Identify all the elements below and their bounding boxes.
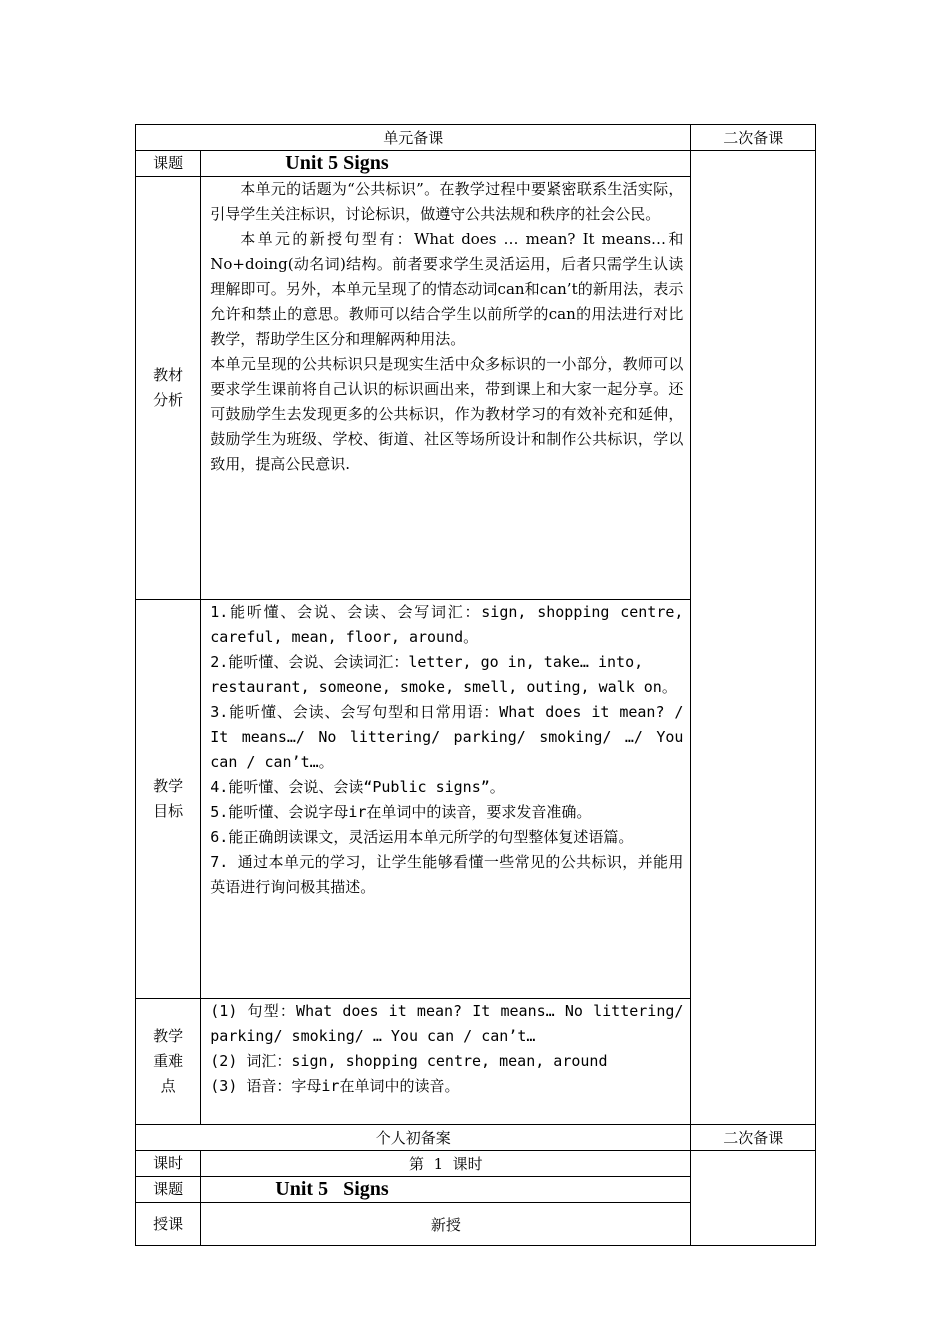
analysis-paragraph: 本单元的话题为“公共标识”。在教学过程中要紧密联系生活实际，引导学生关注标识，讨论标识，做遵守公共法规和秩序的社会公民。 [210, 180, 684, 223]
lesson-topic: Unit 5 Signs [201, 1177, 691, 1203]
goals-content [201, 600, 691, 999]
second-prep-notes-2 [691, 1151, 816, 1246]
key-point-item: (3) 语音：字母ir在单词中的读音。 [210, 1077, 460, 1095]
period-row [136, 1151, 816, 1177]
goals-label [136, 600, 201, 999]
second-prep-notes [691, 151, 816, 1125]
lesson-type: 新授 [201, 1203, 691, 1246]
period-value: 第 1 课时 [201, 1151, 691, 1177]
personal-plan-header-row [136, 1125, 816, 1151]
key-point-item: (2) 词汇：sign, shopping centre, mean, around [210, 1052, 608, 1070]
unit-topic: Unit 5 Signs [201, 151, 691, 177]
goal-item: 1.能听懂、会说、会读、会写词汇：sign, shopping centre, careful, mean, floor, around。 [210, 603, 684, 646]
goal-item: restaurant, someone, smoke, smell, outing, walk on。 [210, 678, 677, 696]
key-points-label-text: 教学 重难 点 [153, 1027, 184, 1095]
goal-item: 3.能听懂、会读、会写句型和日常用语：What does it mean? / It means…/ No littering/ parking/ smoking/ …/ You can / can’t…。 [210, 703, 684, 771]
analysis-content [201, 177, 691, 600]
goal-item: 7. 通过本单元的学习，让学生能够看懂一些常见的公共标识，并能用英语进行询问极其描述。 [210, 853, 684, 896]
goals-label-text: 教学 目标 [153, 777, 184, 820]
unit-plan-header: 单元备课 [136, 125, 691, 151]
goal-item: 4.能听懂、会说、会读“Public signs”。 [210, 778, 505, 796]
unit-topic-row [136, 151, 816, 177]
analysis-paragraph: 本单元的新授句型有：What does … mean? It means…和No+doing(动名词)结构。前者要求学生灵活运用，后者只需学生认读理解即可。另外，本单元呈现了的情态动词can和can’t的新用法，表示允许和禁止的意思。教师可以结合学生以前所学的can的用法进行对比教学，帮助学生区分和理解两种用法。 [210, 230, 684, 348]
personal-plan-header: 个人初备案 [136, 1125, 691, 1151]
lesson-topic-label: 课题 [136, 1177, 201, 1203]
key-point-item: (1) 句型：What does it mean? It means… No littering/ parking/ smoking/ … You can / can’t… [210, 1002, 684, 1045]
goal-item: 5.能听懂、会说字母ir在单词中的读音，要求发音准确。 [210, 803, 592, 821]
analysis-label [136, 177, 201, 600]
key-points-content [201, 999, 691, 1125]
second-prep-header: 二次备课 [691, 125, 816, 151]
lesson-type-label: 授课 [136, 1203, 201, 1246]
goal-item: 2.能听懂、会说、会读词汇：letter, go in, take… into, [210, 653, 644, 671]
second-prep-header-2: 二次备课 [691, 1125, 816, 1151]
goal-item: 6.能正确朗读课文，灵活运用本单元所学的句型整体复述语篇。 [210, 828, 634, 846]
analysis-paragraph: 本单元呈现的公共标识只是现实生活中众多标识的一小部分，教师可以要求学生课前将自己认识的标识画出来，带到课上和大家一起分享。还可鼓励学生去发现更多的公共标识，作为教材学习的有效补充和延伸，鼓励学生为班级、学校、街道、社区等场所设计和制作公共标识，学以致用，提高公民意识. [210, 355, 684, 473]
topic-label: 课题 [136, 151, 201, 177]
analysis-label-text: 教材 分析 [153, 366, 184, 409]
lesson-plan-table [135, 124, 816, 1246]
period-label: 课时 [136, 1151, 201, 1177]
unit-plan-header-row [136, 125, 816, 151]
key-points-label [136, 999, 201, 1125]
